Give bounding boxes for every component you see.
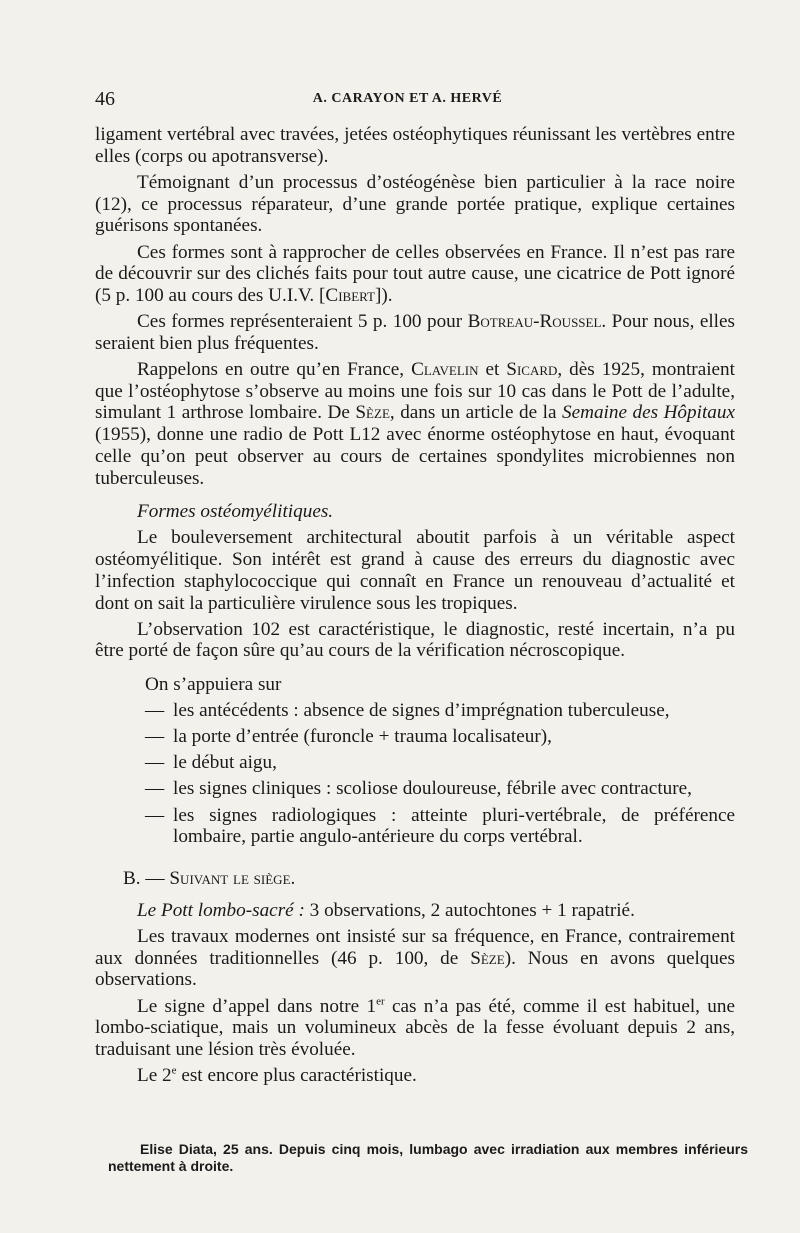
- author-seze: Sèze: [355, 402, 390, 424]
- list-item: — la porte d’entrée (furoncle + trauma localisateur),: [145, 726, 552, 748]
- list-item: — les signes cliniques : scoliose douloureuse, fébrile avec contracture,: [145, 778, 692, 800]
- section-heading-b: B. — Suivant le siège.: [123, 868, 296, 890]
- paragraph-4: Ces formes représenteraient 5 p. 100 pour Botreau-Roussel. Pour nous, elles seraient bien plus fréquentes.: [95, 311, 735, 354]
- paragraph-9: Les travaux modernes ont insisté sur sa fréquence, en France, contrairement aux données traditionnelles (46 p. 100, de Sèze). Nous en avons quelques observations.: [95, 926, 735, 991]
- running-title: A. CARAYON ET A. HERVÉ: [312, 91, 503, 106]
- section-heading-osteomyelitic: Formes ostéomyélitiques.: [137, 501, 334, 523]
- list-item: — les signes radiologiques : atteinte pluri-vertébrale, de préférence lombaire, partie angulo-antérieure du corps vertébral.: [145, 804, 735, 848]
- paragraph-11: Le 2e est encore plus caractéristique.: [137, 1064, 417, 1087]
- author-botreau-roussel: Botreau-Roussel: [467, 311, 602, 333]
- paragraph-10: Le signe d’appel dans notre 1er cas n’a pas été, comme il est habituel, une lombo-sciatique, mais un volumineux abcès de la fesse évoluant depuis 2 ans, traduisant une lésion très évoluée.: [95, 995, 736, 1061]
- list-item: — les antécédents : absence de signes d’imprégnation tuberculeuse,: [145, 699, 670, 721]
- list-lead: On s’appuiera sur: [145, 674, 282, 696]
- paragraph-3: Ces formes sont à rapprocher de celles observées en France. Il n’est pas rare de découvrir sur des clichés faits pour tout autre cause, une cicatrice de Pott ignoré (5 p. 100 au cours des U.I.V. [Cibert]).: [95, 241, 735, 306]
- paragraph-6: Le bouleversement architectural aboutit parfois à un véritable aspect ostéomyélitique. Son intérêt est grand à cause des erreurs du diagnostic avec l’infection staphylococcique qui connaît en France un renouveau d’actualité et dont on sait la particulière virulence sous les tropiques.: [95, 527, 735, 614]
- criteria-list: [95, 674, 735, 848]
- paragraph-8: Le Pott lombo-sacré : 3 observations, 2 autochtones + 1 rapatrié.: [137, 899, 635, 921]
- list-item: — le début aigu,: [145, 752, 277, 774]
- paragraph-5: Rappelons en outre qu’en France, Clavelin et Sicard, dès 1925, montraient que l’ostéophytose s’observe au moins une fois sur 10 cas dans le Pott de l’adulte, simulant 1 arthrose lombaire. De Sèze, dans un article de la Semaine des Hôpitaux (1955), donne une radio de Pott L12 avec énorme ostéophytose en haut, évoquant celle qu’on peut observer au cours de certaines spondylites microbiennes non tuberculeuses.: [95, 359, 735, 489]
- paragraph-7: L’observation 102 est caractéristique, le diagnostic, resté incertain, n’a pu être porté de façon sûre qu’au cours de la vérification nécroscopique.: [95, 618, 735, 662]
- case-note: Elise Diata, 25 ans. Depuis cinq mois, lumbago avec irradiation aux membres inférieurs nettement à droite.: [108, 1141, 748, 1174]
- paragraph-1: ligament vertébral avec travées, jetées ostéophytiques réunissant les vertèbres entre elles (corps ou apotransverse).: [95, 124, 735, 167]
- page-number: 46: [95, 88, 115, 110]
- journal-title: Semaine des Hôpitaux: [561, 402, 735, 424]
- author-cibert: Cibert: [325, 284, 375, 306]
- main-text: [95, 124, 735, 1091]
- paragraph-2: Témoignant d’un processus d’ostéogénèse bien particulier à la race noire (12), ce processus réparateur, d’une grande portée pratique, explique certaines guérisons spontanées.: [95, 171, 735, 237]
- author-sicard: Sicard: [506, 359, 558, 381]
- page-header: [95, 88, 720, 110]
- author-clavelin: Clavelin: [411, 359, 479, 381]
